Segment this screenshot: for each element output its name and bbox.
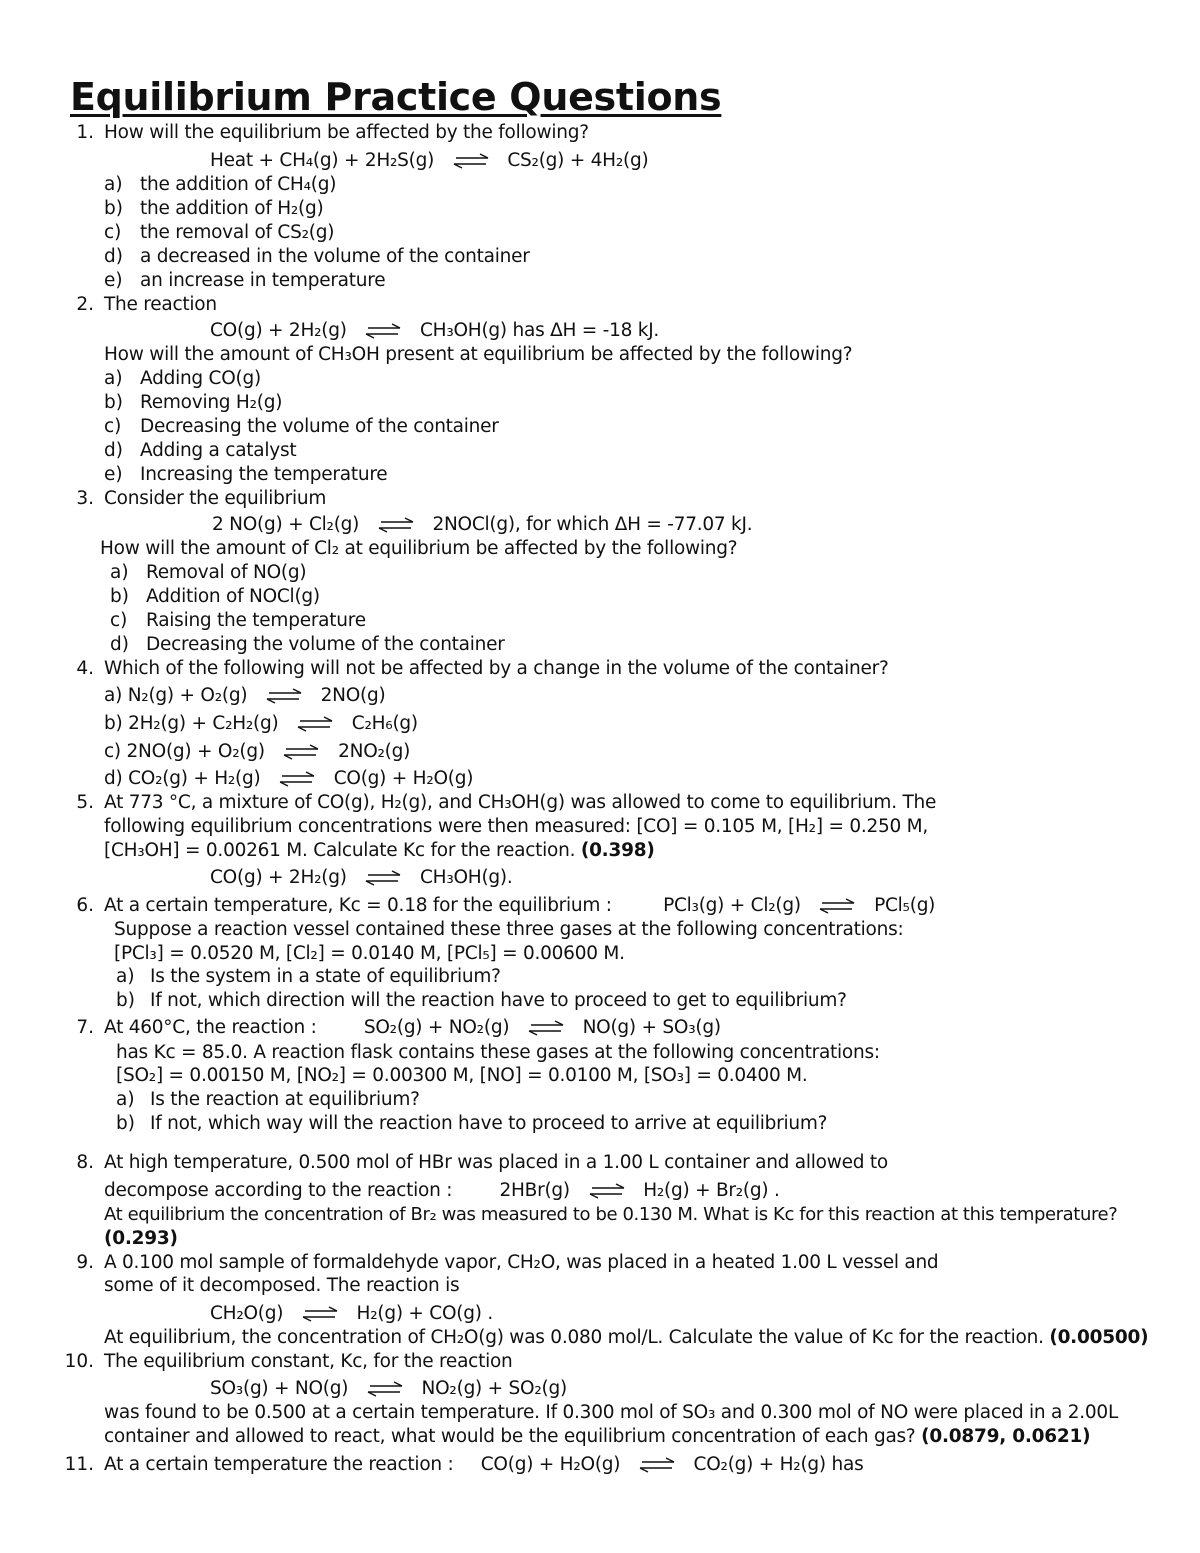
question-prompt xyxy=(104,1016,721,1040)
option-text: Is the system in a state of equilibrium? xyxy=(150,966,501,987)
option-label: b) xyxy=(110,586,129,607)
reaction-reactants: N₂(g) + O₂(g) xyxy=(127,685,248,706)
option-label: a) xyxy=(116,1089,135,1110)
question-number: 10. xyxy=(64,1351,94,1372)
option-text: If not, which way will the reaction have to proceed to arrive at equilibrium? xyxy=(150,1113,828,1134)
reaction-reactants: PCl₃(g) + Cl₂(g) xyxy=(663,895,801,916)
answer-key xyxy=(104,1227,178,1251)
question-number: 4. xyxy=(76,658,94,679)
question-text: was found to be 0.500 at a certain temperature. If 0.300 mol of SO₃ and 0.300 mol of NO were placed in a 2.00L xyxy=(104,1402,1119,1423)
question-number: 6. xyxy=(76,895,94,916)
option-label: a) xyxy=(116,966,135,987)
option-text: the addition of H₂(g) xyxy=(140,198,324,219)
option-label: a) xyxy=(104,368,123,389)
option-label: c) xyxy=(104,222,122,243)
question-number: 1. xyxy=(76,122,94,143)
option-text: Addition of NOCl(g) xyxy=(146,586,320,607)
option-text: Removal of NO(g) xyxy=(146,562,307,583)
equilibrium-arrow-icon xyxy=(578,1183,636,1199)
question-prompt: The reaction xyxy=(104,294,217,315)
option-text: an increase in temperature xyxy=(140,270,386,291)
equilibrium-arrow-icon xyxy=(356,1381,414,1397)
option-text: If not, which direction will the reaction have to proceed to get to equilibrium? xyxy=(150,990,847,1011)
option-text: a decreased in the volume of the container xyxy=(140,246,530,267)
option-label: d) xyxy=(104,768,123,789)
option-label: c) xyxy=(110,610,128,631)
question-followup: How will the amount of CH₃OH present at equilibrium be affected by the following? xyxy=(104,344,853,365)
question-text xyxy=(104,1179,780,1203)
question-text: some of it decomposed. The reaction is xyxy=(104,1275,460,1296)
option-label: e) xyxy=(104,270,123,291)
reaction-option xyxy=(104,684,385,708)
question-number: 2. xyxy=(76,294,94,315)
reaction-products: CS₂(g) + 4H₂(g) xyxy=(507,150,649,171)
question-text xyxy=(104,839,655,863)
option-text: the addition of CH₄(g) xyxy=(140,174,337,195)
question-text: At 773 °C, a mixture of CO(g), H₂(g), and CH₃OH(g) was allowed to come to equilibrium. The xyxy=(104,792,937,813)
option-label: c) xyxy=(104,741,121,762)
reaction-reactants: SO₂(g) + NO₂(g) xyxy=(363,1017,510,1038)
question-text: following equilibrium concentrations were then measured: [CO] = 0.105 M, [H₂] = 0.250 M, xyxy=(104,816,929,837)
option-text: Adding CO(g) xyxy=(140,368,261,389)
reaction-products: CO₂(g) + H₂(g) has xyxy=(693,1454,864,1475)
page-title: Equilibrium Practice Questions xyxy=(70,75,722,119)
question-text: Suppose a reaction vessel contained these three gases at the following concentrations: xyxy=(114,919,904,940)
question-text xyxy=(104,1326,1148,1350)
reaction-reactants: 2HBr(g) xyxy=(499,1180,570,1201)
reaction-reactants: CO₂(g) + H₂(g) xyxy=(128,768,261,789)
question-text-part: [CH₃OH] = 0.00261 M. Calculate Kc for the reaction. xyxy=(104,840,576,861)
reaction-products: 2NO₂(g) xyxy=(338,741,411,762)
option-label: d) xyxy=(110,634,129,655)
option-text: Decreasing the volume of the container xyxy=(140,416,499,437)
reaction-products: H₂(g) + CO(g) . xyxy=(356,1303,493,1324)
reaction-equation xyxy=(210,1302,493,1326)
question-text-part: container and allowed to react, what would be the equilibrium concentration of each gas? xyxy=(104,1426,916,1447)
option-text: Increasing the temperature xyxy=(140,464,388,485)
reaction-option xyxy=(104,740,410,764)
equilibrium-arrow-icon xyxy=(517,1020,575,1036)
reaction-option xyxy=(104,767,473,791)
reaction-products: CH₃OH(g). xyxy=(419,867,513,888)
question-text xyxy=(104,1425,1090,1449)
reaction-products: CH₃OH(g) has ΔH = -18 kJ. xyxy=(419,320,660,341)
reaction-reactants: 2NO(g) + O₂(g) xyxy=(126,741,265,762)
question-number: 7. xyxy=(76,1017,94,1038)
option-label: c) xyxy=(104,416,122,437)
reaction-products: NO(g) + SO₃(g) xyxy=(582,1017,721,1038)
question-number: 11. xyxy=(64,1454,94,1475)
reaction-products: CO(g) + H₂O(g) xyxy=(333,768,474,789)
reaction-reactants: SO₃(g) + NO(g) xyxy=(210,1378,349,1399)
reaction-reactants: CO(g) + H₂O(g) xyxy=(480,1454,621,1475)
reaction-reactants: CO(g) + 2H₂(g) xyxy=(210,867,347,888)
equilibrium-arrow-icon xyxy=(268,771,326,787)
option-label: a) xyxy=(104,174,123,195)
reaction-reactants: CO(g) + 2H₂(g) xyxy=(210,320,347,341)
equilibrium-arrow-icon xyxy=(354,870,412,886)
reaction-equation xyxy=(210,866,513,890)
equilibrium-arrow-icon xyxy=(286,716,344,732)
option-label: a) xyxy=(110,562,129,583)
question-prompt xyxy=(104,894,935,918)
reaction-products: C₂H₆(g) xyxy=(351,713,418,734)
option-text: the removal of CS₂(g) xyxy=(140,222,335,243)
question-text: [SO₂] = 0.00150 M, [NO₂] = 0.00300 M, [NO] = 0.0100 M, [SO₃] = 0.0400 M. xyxy=(116,1065,808,1086)
reaction-products: H₂(g) + Br₂(g) . xyxy=(643,1180,780,1201)
question-prompt-text: At a certain temperature the reaction : xyxy=(104,1454,454,1475)
option-label: b) xyxy=(104,713,123,734)
question-number: 5. xyxy=(76,792,94,813)
answer-key: (0.00500) xyxy=(1049,1327,1149,1348)
question-text: At high temperature, 0.500 mol of HBr was placed in a 1.00 L container and allowed to xyxy=(104,1152,888,1173)
reaction-products: 2NO(g) xyxy=(320,685,386,706)
answer-key: (0.0879, 0.0621) xyxy=(921,1426,1091,1447)
option-text: Removing H₂(g) xyxy=(140,392,283,413)
option-text: Is the reaction at equilibrium? xyxy=(150,1089,420,1110)
reaction-option xyxy=(104,712,418,736)
option-label: b) xyxy=(116,1113,135,1134)
reaction-equation xyxy=(210,1377,567,1401)
equilibrium-arrow-icon xyxy=(291,1306,349,1322)
question-text-part: At equilibrium, the concentration of CH₂O(g) was 0.080 mol/L. Calculate the value of Kc for the reaction. xyxy=(104,1327,1044,1348)
option-label: b) xyxy=(104,392,123,413)
equilibrium-arrow-icon xyxy=(255,688,313,704)
reaction-products: PCl₅(g) xyxy=(874,895,936,916)
equilibrium-arrow-icon xyxy=(354,323,412,339)
answer-value: (0.293) xyxy=(104,1228,178,1249)
question-text: has Kc = 85.0. A reaction flask contains these gases at the following concentrations: xyxy=(116,1042,880,1063)
equilibrium-arrow-icon xyxy=(628,1457,686,1473)
option-label: d) xyxy=(104,246,123,267)
option-label: e) xyxy=(104,464,123,485)
question-text: [PCl₃] = 0.0520 M, [Cl₂] = 0.0140 M, [PCl₅] = 0.00600 M. xyxy=(114,943,625,964)
question-prompt: The equilibrium constant, Kc, for the reaction xyxy=(104,1351,513,1372)
question-prompt: How will the equilibrium be affected by the following? xyxy=(104,122,589,143)
question-text: A 0.100 mol sample of formaldehyde vapor, CH₂O, was placed in a heated 1.00 L vessel and xyxy=(104,1252,939,1273)
question-number: 8. xyxy=(76,1152,94,1173)
reaction-reactants: 2H₂(g) + C₂H₂(g) xyxy=(128,713,279,734)
reaction-reactants: 2 NO(g) + Cl₂(g) xyxy=(212,514,360,535)
equilibrium-arrow-icon xyxy=(367,517,425,533)
option-text: Raising the temperature xyxy=(146,610,366,631)
reaction-products: NO₂(g) + SO₂(g) xyxy=(421,1378,567,1399)
reaction-products: 2NOCl(g), for which ΔH = -77.07 kJ. xyxy=(432,514,753,535)
option-label: b) xyxy=(116,990,135,1011)
option-text: Adding a catalyst xyxy=(140,440,297,461)
equilibrium-arrow-icon xyxy=(442,153,500,169)
question-prompt: Consider the equilibrium xyxy=(104,488,327,509)
reaction-reactants: Heat + CH₄(g) + 2H₂S(g) xyxy=(210,150,435,171)
answer-key: (0.398) xyxy=(580,840,655,861)
question-text-part: decompose according to the reaction : xyxy=(104,1180,453,1201)
question-number: 9. xyxy=(76,1252,94,1273)
option-label: b) xyxy=(104,198,123,219)
reaction-equation xyxy=(212,513,752,537)
question-text: At equilibrium the concentration of Br₂ was measured to be 0.130 M. What is Kc for this reaction at this temperature? xyxy=(104,1204,1118,1225)
option-label: a) xyxy=(104,685,123,706)
reaction-reactants: CH₂O(g) xyxy=(210,1303,284,1324)
question-followup: How will the amount of Cl₂ at equilibrium be affected by the following? xyxy=(100,538,738,559)
option-text: Decreasing the volume of the container xyxy=(146,634,505,655)
reaction-equation xyxy=(210,149,648,173)
question-prompt-text: At a certain temperature, Kc = 0.18 for the equilibrium : xyxy=(104,895,612,916)
reaction-equation xyxy=(210,319,659,343)
question-number: 3. xyxy=(76,488,94,509)
equilibrium-arrow-icon xyxy=(272,744,330,760)
equilibrium-arrow-icon xyxy=(808,898,866,914)
question-prompt xyxy=(104,1453,863,1477)
question-prompt-text: At 460°C, the reaction : xyxy=(104,1017,317,1038)
option-label: d) xyxy=(104,440,123,461)
question-prompt: Which of the following will not be affected by a change in the volume of the container? xyxy=(104,658,889,679)
